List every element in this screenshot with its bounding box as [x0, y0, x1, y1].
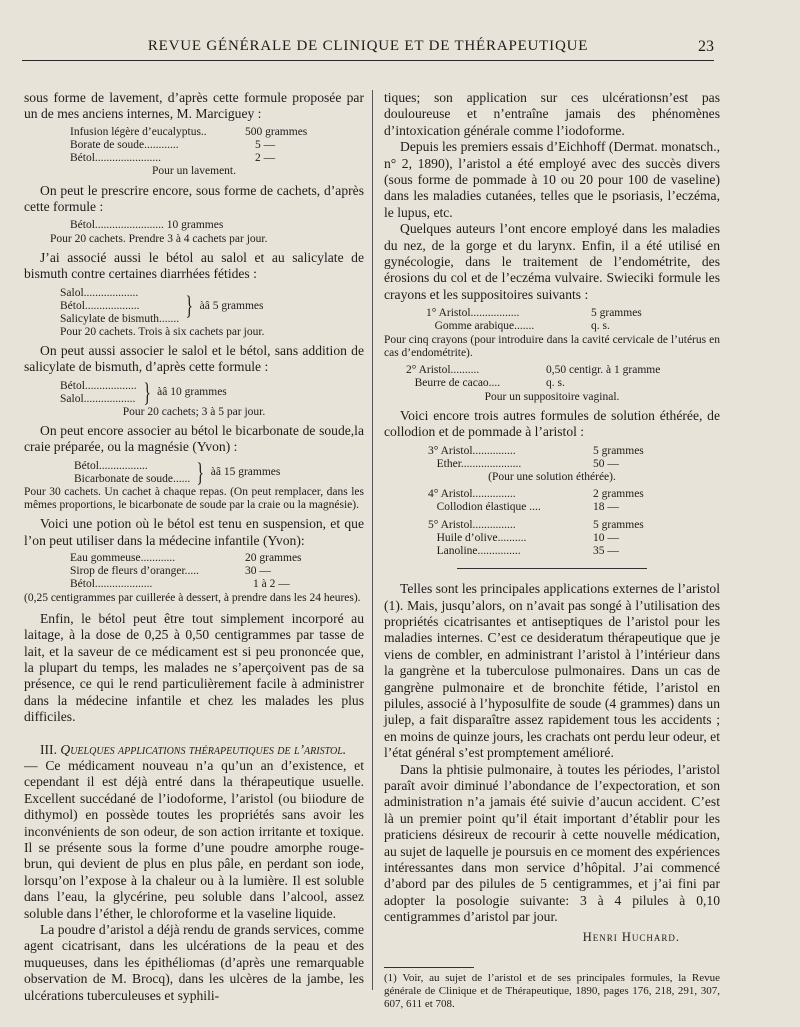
braced-items: Salol................... Bétol................... Salicylate de bismuth....... [60, 286, 180, 325]
paragraph: On peut encore associer au bétol le bicarbonate de soude,la craie préparée, ou la magnésie (Yvon) : [24, 422, 364, 455]
prescription-braced: Bétol.................. Salol.................. } àâ 10 grammes [60, 377, 227, 407]
prescription-row: 5° Aristol............... 5 grammes [428, 518, 644, 531]
paragraph: J’ai associé aussi le bétol au salol et au salicylate de bismuth contre certaines diarrhées fétides : [24, 249, 364, 282]
brace-glyph: } [185, 291, 194, 321]
paragraph: Enfin, le bétol peut être tout simplement incorporé au laitage, à la dose de 0,25 à 0,50 centigrammes par tasse de lait, et la saveur de ce médicament est si peu prononcée que, la plupart du temps, les malades ne s’aperçoivent pas de sa présence, ce qui le rend particulièrement facile à administrer dans la médecine infantile et chez les malades les plus difficiles. [24, 610, 364, 725]
prescription-braced: Salol................... Bétol................... Salicylate de bismuth....... } àâ 5 grammes [60, 286, 264, 325]
prescription-row: Infusion légère d’eucalyptus.. 500 grammes [70, 125, 308, 138]
prescription-braced: Bétol................. Bicarbonate de soude...... } àâ 15 grammes [74, 457, 281, 487]
prescription-note: Pour un lavement. [152, 165, 236, 178]
prescription-note: (Pour une solution éthérée). [488, 470, 616, 483]
prescription-row: 3° Aristol............... 5 grammes [428, 444, 644, 457]
paragraph: On peut le prescrire encore, sous forme de cachets, d’après cette formule : [24, 182, 364, 215]
prescription-crayons [426, 307, 720, 333]
paragraph: Quelques auteurs l’ont encore employé dans les maladies du nez, de la gorge et du larynx. Enfin, il a été utilisé en gynécologie, dans le traitement de l’endométrite, des érosions du col et de l’eczéma vulvaire. Swieciki formule les crayons et les suppositoires suivants : [384, 221, 720, 302]
prescription-potion [70, 552, 364, 592]
footnote: (1) Voir, au sujet de l’aristol et de ses principales formules, la Revue générale de Clinique et de Thérapeutique, 1890, pages 176, 218, 291, 307, 607, 611 et 708. [384, 972, 720, 1011]
prescription-ether [428, 445, 720, 471]
prescription-row: Bétol.................... 1 à 2 — [70, 578, 290, 591]
brace-glyph: } [196, 457, 205, 487]
paragraph: Voici une potion où le bétol est tenu en suspension, et que l’on peut utiliser dans la médecine infantile (Yvon): [24, 516, 364, 548]
prescription-row: 2° Aristol.......... 0,50 centigr. à 1 gramme [406, 364, 661, 377]
prescription-collodion [428, 488, 720, 514]
prescription-row: Sirop de fleurs d’oranger..... 30 — [70, 565, 271, 578]
prescription-row: Lanoline............... 35 — [428, 544, 619, 557]
prescription-note: Pour 30 cachets. Un cachet à chaque repas. (On peut remplacer, dans les mêmes proportions, le bicarbonate de soude par la craie ou la magnésie). [24, 485, 364, 511]
prescription-suppository [406, 364, 720, 390]
prescription-line: Bétol........................ 10 grammes [70, 219, 224, 232]
page-number: 23 [698, 38, 714, 55]
paragraph: Dans la phtisie pulmonaire, à toutes les périodes, l’aristol paraît avoir diminué l’abondance de l’expectoration, et son administration n’a jamais été suivie d’aucun accident. C’est là un premier point qu’il était important d’établir pour les praticiens désireux de recourir à cette nouvelle médication, au sujet de laquelle je poursuis en ce moment des expériences intéressantes dans mon service d’hôpital. J’ai commencé d’abord par des pilules de 5 centigrammes, et j’ai fini par adopter la posologie suivante: 3 à 4 pilules à 0,10 centigrammes d’aristol par jour. [384, 761, 720, 925]
paragraph: Voici encore trois autres formules de solution éthérée, de collodion et de pommade à l’aristol : [384, 407, 720, 440]
paragraph: Depuis les premiers essais d’Eichhoff (Dermat. monatsch., n° 2, 1890), l’aristol a été employé avec des succès divers (sous forme de pommade à 10 ou 20 pour 100 de vaseline) dans les maladies cutanées, telles que le psoriasis, l’eczéma, le lupus, etc. [384, 139, 720, 220]
braced-items: Bétol................. Bicarbonate de soude...... [74, 459, 191, 485]
right-column [384, 90, 720, 1011]
prescription-note: (0,25 centigrammes par cuillerée à dessert, à prendre dans les 24 heures). [24, 591, 361, 604]
left-column [24, 90, 364, 1004]
paragraph: On peut aussi associer le salol et le bétol, sans addition de salicylate de bismuth, d’après cette formule : [24, 342, 364, 375]
prescription-row: Collodion élastique .... 18 — [428, 501, 619, 514]
prescription-row: Borate de soude............ 5 — [70, 139, 276, 152]
prescription-row: Huile d’olive.......... 10 — [428, 531, 619, 544]
column-divider [372, 90, 373, 990]
prescription-note: Pour cinq crayons (pour introduire dans la cavité cervicale de l’utérus en cas d’endométrite). [384, 333, 720, 359]
braced-items: Bétol.................. Salol.................. [60, 379, 137, 405]
brace-glyph: } [143, 377, 151, 407]
author-signature: Henri Huchard. [582, 929, 680, 944]
paragraph: La poudre d’aristol a déjà rendu de grands services, comme agent cicatrisant, dans les ulcérations de la peau et des muqueuses, dans les épithéliomas (d’après une remarquable observation de M. Brocq), dans les ulcères de la jambe, les ulcérations tuberculeuses et syphili- [24, 922, 364, 1003]
section-heading: III. Quelques applications thérapeutiques de l’aristol. [40, 741, 347, 757]
prescription-row: Gomme arabique....... q. s. [426, 320, 610, 333]
paragraph: Telles sont les principales applications externes de l’aristol (1). Mais, jusqu’alors, on n’avait pas songé à l’utilisation des propriétés cicatrisantes et antiseptiques de l’aristol pour les maladies internes. C’est ce desideratum thérapeutique que je viens de combler, en administrant l’aristol à l’intérieur dans la gangrène et la tuberculose pulmonaires. Dans un cas de gangrène pulmonaire et de bronchite fétide, l’aristol en pilules, associé à l’hyposulfite de soude (4 grammes) dans un julep, a fait disparaître assez rapidement tous les accidents ; en moins de quinze jours, les crachats ont perdu leur odeur, et l’état général s’est promptement amélioré. [384, 581, 720, 761]
prescription-note: Pour 20 cachets; 3 à 5 par jour. [122, 405, 266, 418]
section-title: Quelques applications thérapeutiques de l’aristol. [60, 741, 347, 757]
prescription-row: 1° Aristol................. 5 grammes [426, 307, 642, 320]
paragraph: sous forme de lavement, d’après cette formule proposée par un de mes anciens internes, M. Marciguey : [24, 90, 364, 122]
prescription-pommade [428, 519, 720, 559]
prescription-note: Pour un suppositoire vaginal. [484, 390, 620, 403]
prescription-row: 4° Aristol............... 2 grammes [428, 488, 644, 501]
prescription-note: Pour 20 cachets. Trois à six cachets par jour. [60, 325, 265, 338]
section-rule [457, 568, 647, 569]
prescription-row: Beurre de cacao.... q. s. [406, 377, 565, 390]
footnote-rule [384, 967, 474, 968]
page-header [22, 38, 714, 61]
prescription-row: Eau gommeuse............ 20 grammes [70, 551, 302, 564]
paragraph: — Ce médicament nouveau n’a qu’un an d’existence, et cependant il est déjà entré dans la thérapeutique usuelle. Excellent succédané de l’iodoforme, l’aristol (ou biiodure de dithymol) en possède toutes les propriétés sans avoir les inconvénients de son odeur, de son action irritante et toxique. Il se présente sous la forme d’une poudre amorphe rouge-brun, qui devient de plus en plus pâle, en perdant son iode, lorsqu’on l’expose à la chaleur ou à la lumière. Il est soluble dans l’eau, la glycérine, peu soluble dans l’alcool, assez soluble dans l’éther, le chloroforme et la vaseline liquide. [24, 757, 364, 921]
prescription-lavement [70, 126, 364, 166]
prescription-row: Bétol....................... 2 — [70, 152, 276, 165]
prescription-row: Ether..................... 50 — [428, 457, 619, 470]
paragraph: tiques; son application sur ces ulcérationsn’est pas douloureuse et n’entraîne jamais des phénomènes d’intoxication générale comme l’iodoforme. [384, 90, 720, 138]
prescription-note: Pour 20 cachets. Prendre 3 à 4 cachets par jour. [50, 232, 268, 245]
running-title: REVUE GÉNÉRALE DE CLINIQUE ET DE THÉRAPEUTIQUE [147, 38, 589, 54]
